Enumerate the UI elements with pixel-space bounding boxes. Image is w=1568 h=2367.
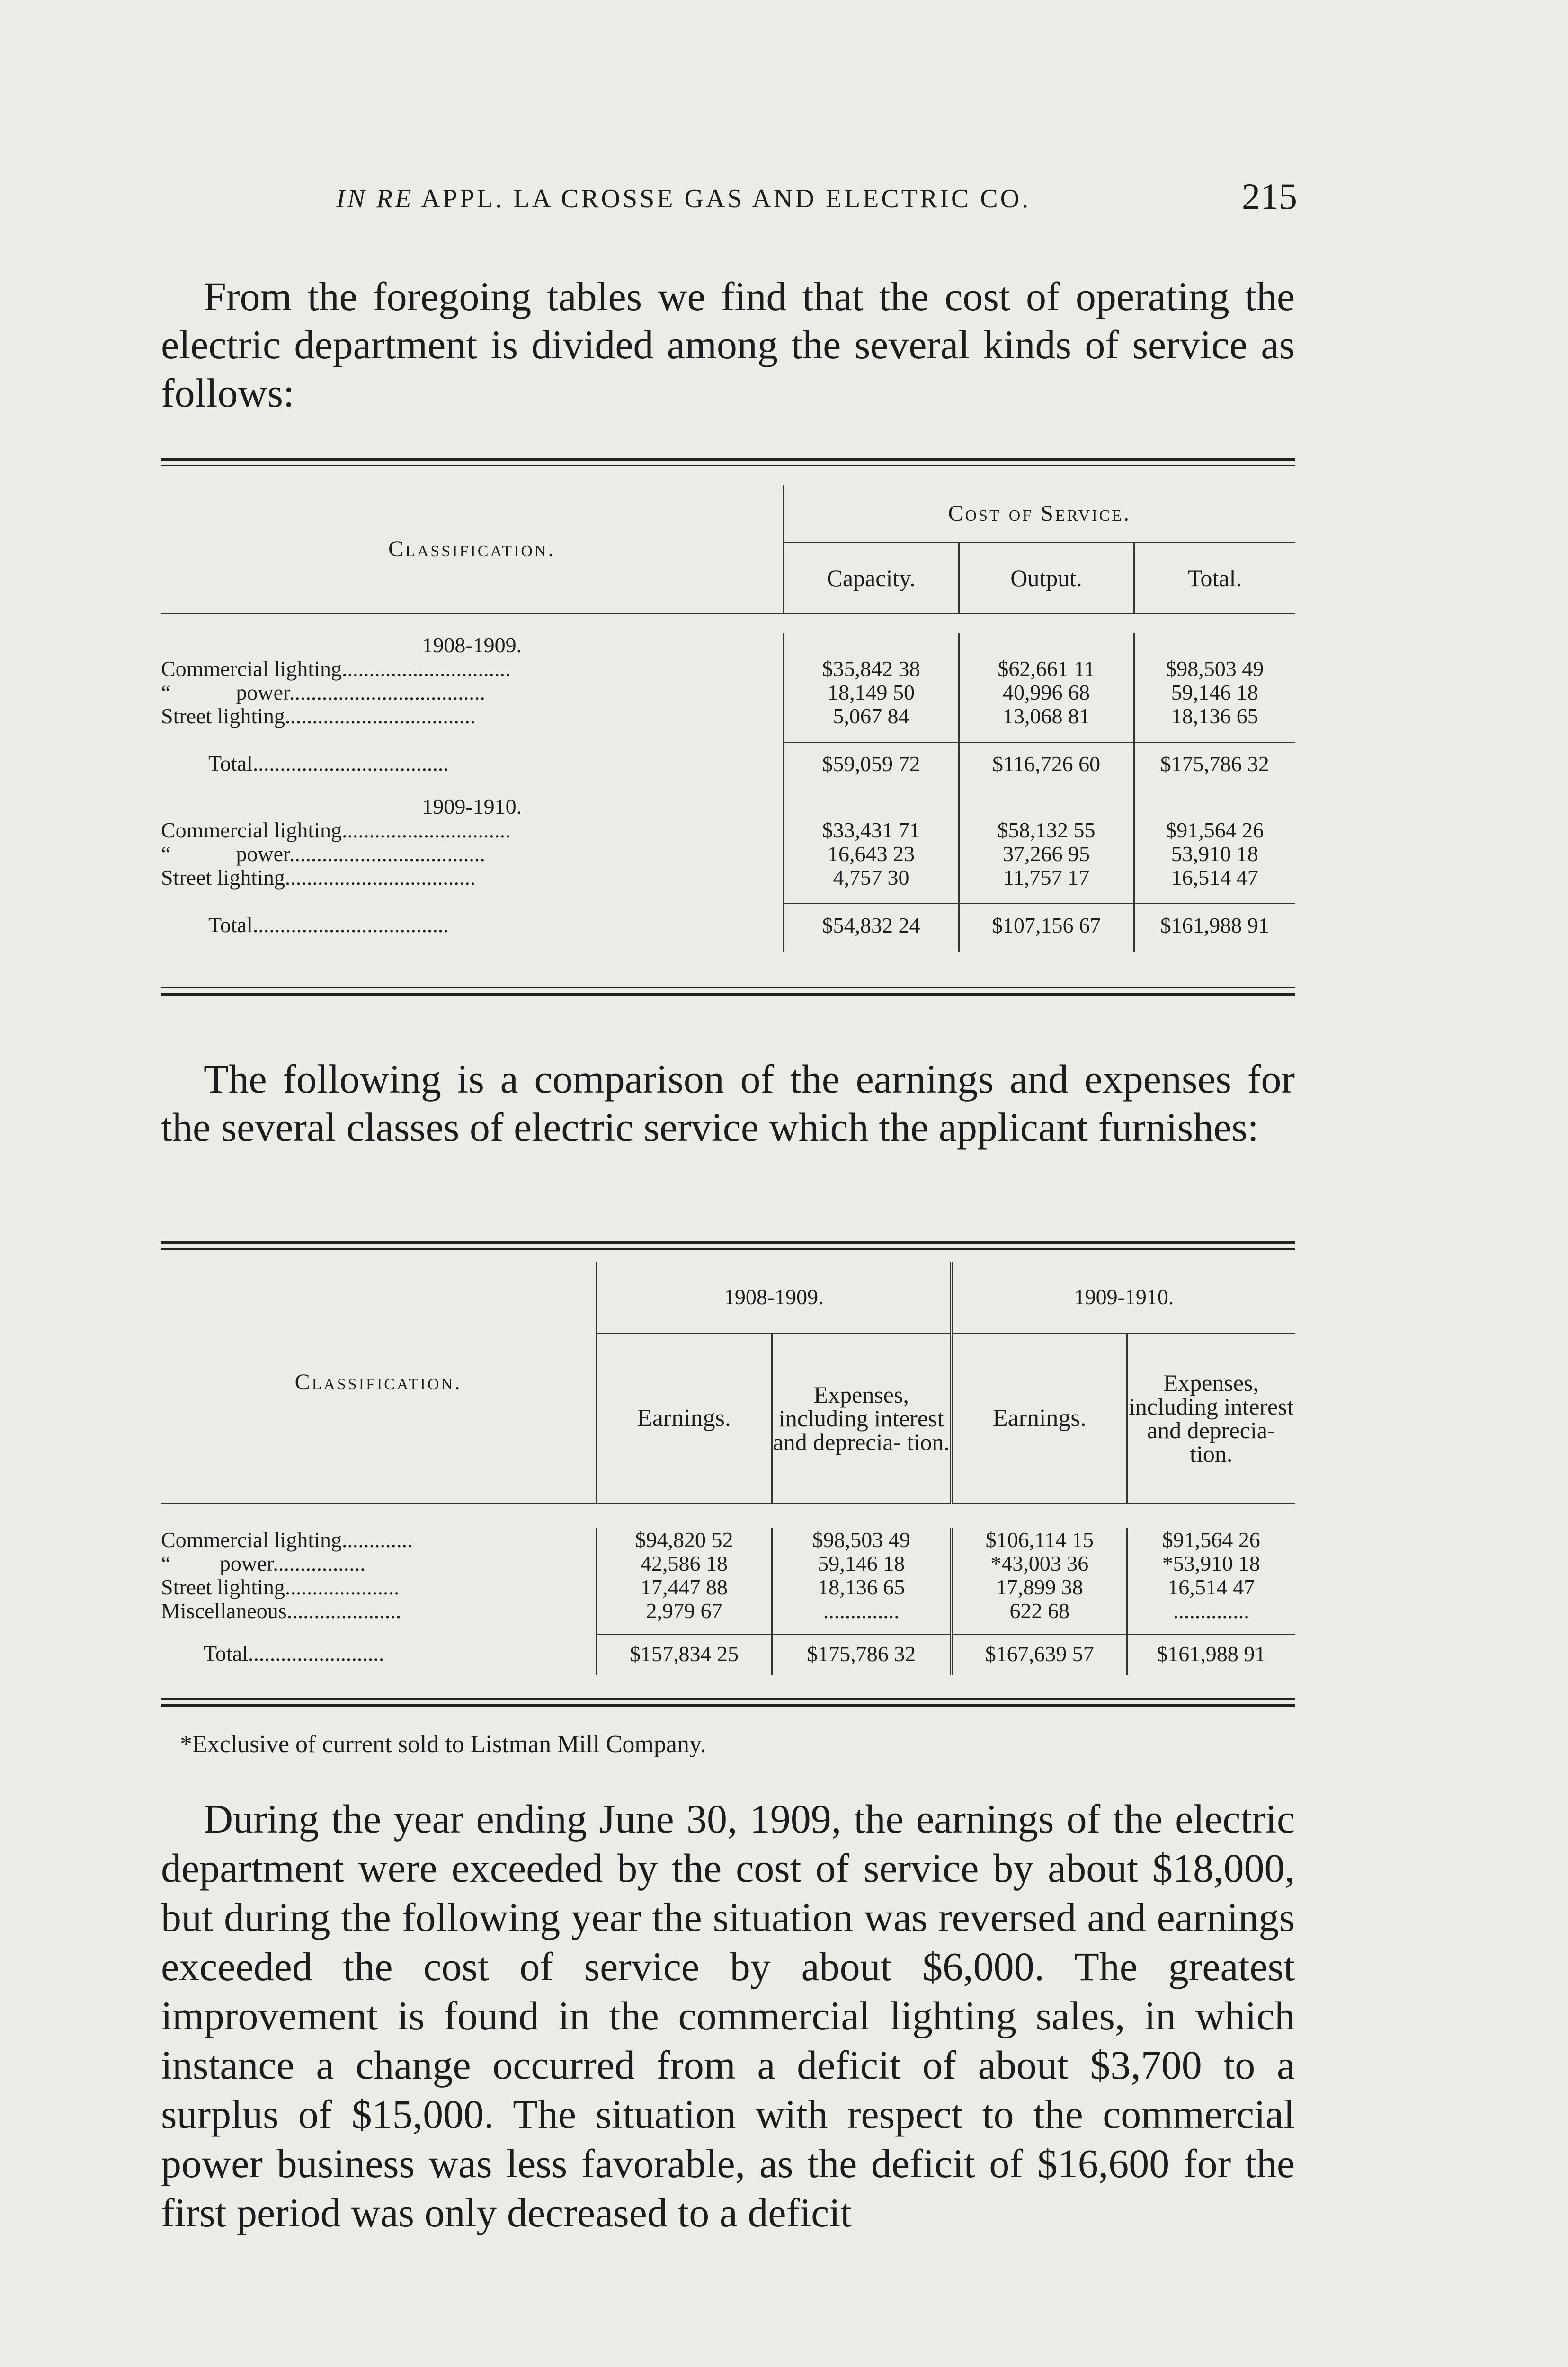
table1-top-rule-thin [161,465,1295,466]
cost-of-service-table [161,485,1295,952]
classification-header-2-text: Classification. [294,1370,462,1395]
cell: *53,910 18 [1127,1552,1295,1575]
table-row [161,704,1295,728]
year-1909-1910: 1909-1910. [422,794,522,819]
row-label: Commercial lighting............................... [161,818,511,842]
cell: 59,146 18 [772,1552,952,1575]
table2-top-rule [161,1241,1295,1244]
cell: $54,832 24 [784,904,959,937]
cell: 18,136 65 [1134,704,1295,728]
cell: $116,726 60 [959,742,1134,776]
cell: $157,834 25 [597,1634,772,1666]
cell: 622 68 [952,1599,1127,1623]
cell: $167,639 57 [952,1634,1127,1666]
row-label: Commercial lighting............. [161,1528,413,1552]
total-row [161,1634,1295,1666]
row-label: Miscellaneous..................... [161,1599,401,1623]
intro-text: From the foregoing tables we find that the cost of operating the electric department is divided among the several kinds of service as follows: [161,274,1295,416]
cell: .............. [772,1599,952,1623]
running-header [161,176,1297,222]
cell: $91,564 26 [1127,1528,1295,1552]
table-row [161,842,1295,866]
table-row [161,1575,1295,1599]
table-row [161,657,1295,681]
cell: 5,067 84 [784,704,959,728]
comparison-text: The following is a comparison of the earnings and expenses for the several classes of electric service which the applicant furnishes: [161,1056,1295,1150]
classification-header-text: Classification. [388,536,556,561]
table-row [161,1528,1295,1552]
table-row [161,819,1295,842]
running-title-rest: APPL. LA CROSSE GAS AND ELECTRIC CO. [421,184,1031,214]
cell: $161,988 91 [1127,1634,1295,1666]
year-header-1908-1909: 1908-1909. [597,1262,952,1333]
table1-bottom-rule [161,987,1295,988]
table2-bottom-rule-thick [161,1704,1295,1707]
comparison-paragraph [161,1055,1295,1151]
earnings-header-1: Earnings. [597,1333,772,1504]
cell: 59,146 18 [1134,681,1295,704]
cell: $91,564 26 [1134,819,1295,842]
cell: $58,132 55 [959,819,1134,842]
classification-header [161,485,784,614]
row-label: “ power................. [161,1551,365,1575]
cell: 16,514 47 [1127,1575,1295,1599]
table-row [161,681,1295,704]
cell: $161,988 91 [1134,904,1295,937]
cost-group-header-text: Cost of Service. [948,501,1131,526]
cell: 13,068 81 [959,704,1134,728]
cell: 16,643 23 [784,842,959,866]
cell: $107,156 67 [959,904,1134,937]
expenses-header-1: Expenses, including interest and deprecia- tion. [772,1333,952,1504]
table1-top-rule [161,458,1295,461]
table1-bottom-rule-thick [161,993,1295,996]
cell: $33,431 71 [784,819,959,842]
table-row [161,1599,1295,1623]
year-1908-1909: 1908-1909. [422,633,522,657]
cell: *43,003 36 [952,1552,1127,1575]
cell: 42,586 18 [597,1552,772,1575]
total-label: Total......................... [204,1641,384,1665]
closing-paragraph [161,1794,1295,2237]
cell: 18,136 65 [772,1575,952,1599]
cell: $59,059 72 [784,742,959,776]
row-label: Street lighting................................... [161,704,476,728]
expenses-header-2: Expenses, including interest and deprecia- tion. [1127,1333,1295,1504]
row-label: Street lighting..................... [161,1575,400,1599]
running-title [336,184,1031,214]
row-label: “ power.................................... [161,680,485,704]
total-label: Total.................................... [208,913,449,937]
cell: 11,757 17 [959,866,1134,890]
cell: 2,979 67 [597,1599,772,1623]
row-label: Street lighting................................... [161,865,476,890]
running-title-italic: IN RE [336,184,414,214]
cell: $94,820 52 [597,1528,772,1552]
cell: $98,503 49 [772,1528,952,1552]
footnote: *Exclusive of current sold to Listman Mill Company. [180,1731,706,1758]
cell: $106,114 15 [952,1528,1127,1552]
col-output: Output. [959,543,1134,614]
cost-group-header [784,485,1295,543]
col-total: Total. [1134,543,1295,614]
cell: $62,661 11 [959,657,1134,681]
total-label: Total.................................... [208,751,449,775]
col-capacity: Capacity. [784,543,959,614]
table-row [161,866,1295,890]
earnings-expenses-table [161,1262,1295,1675]
row-label: “ power.................................... [161,842,485,866]
year-header-1909-1910: 1909-1910. [952,1262,1295,1333]
classification-header-2 [161,1262,597,1504]
row-label: Commercial lighting............................... [161,657,511,681]
cell: 37,266 95 [959,842,1134,866]
total-row [161,742,1295,776]
cell: .............. [1127,1599,1295,1623]
cell: $175,786 32 [1134,742,1295,776]
page-number: 215 [1242,176,1297,217]
cell: $98,503 49 [1134,657,1295,681]
cell: 4,757 30 [784,866,959,890]
cell: 18,149 50 [784,681,959,704]
cell: 16,514 47 [1134,866,1295,890]
table2-bottom-rule [161,1698,1295,1700]
cell: 53,910 18 [1134,842,1295,866]
cell: $175,786 32 [772,1634,952,1666]
earnings-header-2: Earnings. [952,1333,1127,1504]
cell: 17,899 38 [952,1575,1127,1599]
cell: 17,447 88 [597,1575,772,1599]
total-row [161,904,1295,937]
intro-paragraph [161,272,1295,417]
cell: 40,996 68 [959,681,1134,704]
table-row [161,1552,1295,1575]
cell: $35,842 38 [784,657,959,681]
closing-text: During the year ending June 30, 1909, the earnings of the electric department were exceeded by the cost of service by about $18,000, but during the following year the situation was reversed and earnings exceeded the cost of service by about $6,000. The greatest improvement is found in the commercial lighting sales, in which instance a change occurred from a deficit of about $3,700 to a surplus of $15,000. The situation with respect to the commercial power business was less favorable, as the deficit of $16,600 for the first period was only decreased to a deficit [161,1796,1295,2235]
table2-top-rule-thin [161,1248,1295,1250]
